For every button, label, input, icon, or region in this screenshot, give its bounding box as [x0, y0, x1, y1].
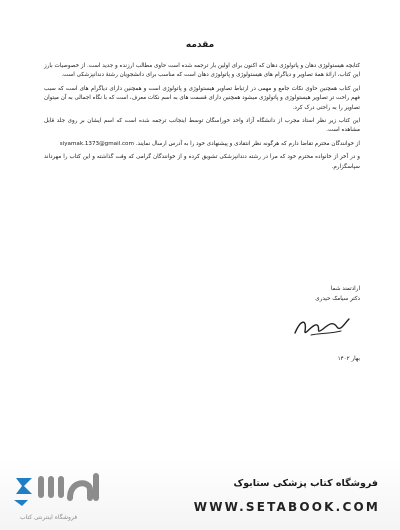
paragraph-feedback — [44, 140, 360, 149]
body-text — [44, 62, 360, 176]
paragraph-supervision: این کتاب زیر نظر استاد مجرب از دانشگاه آزاد واحد خوراسگان توسط اینجانب ترجمه شده است که اسم ایشان بر روی جلد قابل مشاهده است. — [44, 118, 360, 134]
signature-name: دکتر سیامک حیدری — [315, 296, 360, 302]
feedback-text: از خوانندگان محترم تقاضا دارم که هرگونه نظر انتقادی و پیشنهادی خود را به آدرس ارسال نمایند. — [135, 140, 360, 147]
logo-caption: فروشگاه اینترنتی کتاب — [20, 514, 78, 521]
date-line: بهار ۱۴۰۲ — [337, 356, 360, 362]
paragraph-intro: کتابچه هیستولوژی دهان و پاتولوژی دهان که اکنون برای اولین بار ترجمه شده است حاوی مطالب ارزنده و جدید است. از خصوصیات بارز این کتاب، ارائهٔ همهٔ تصاویر و دیاگرام های هیستولوژی و پاتولوژی دهان است که مناسب برای دانشجویان رشتهٔ دندانپزشکی است. — [44, 63, 360, 79]
handwritten-signature — [291, 313, 353, 341]
page-title: مقدمه — [185, 40, 215, 50]
signature-block — [220, 284, 360, 304]
footer-banner — [0, 460, 400, 530]
paragraph-closing: و در آخر از خانواده محترم خود که مرا در رشته دندانپزشکی تشویق کرده و از خوانندگان گرامی که وقت گذاشته و این کتاب را مهرداند سپاسگزارم. — [44, 154, 360, 170]
setabook-logo — [10, 470, 110, 512]
paragraph-features: این کتاب همچنین حاوی نکات جامع و مهمی در ارتباط تصاویر هیستولوژی و پاتولوژی است و همچنین دارای دیاگرام های است که سبب فهم راحت تر تصاویر هیستولوژی و پاتولوژی میشود همچنین دارای قسمت های به اسم نکات معرف، است که با نگاه اجمالی به آن میتوان تصاویر را به راحتی درک کرد. — [44, 85, 360, 111]
shop-website[interactable]: WWW.SETABOOK.COM — [193, 500, 380, 514]
signature-regards: ارادتمند شما — [330, 286, 360, 292]
author-email: siyamak.1373@gmail.com — [59, 140, 134, 147]
shop-name: فروشگاه کتاب پزشکی ستابوک — [233, 478, 378, 489]
